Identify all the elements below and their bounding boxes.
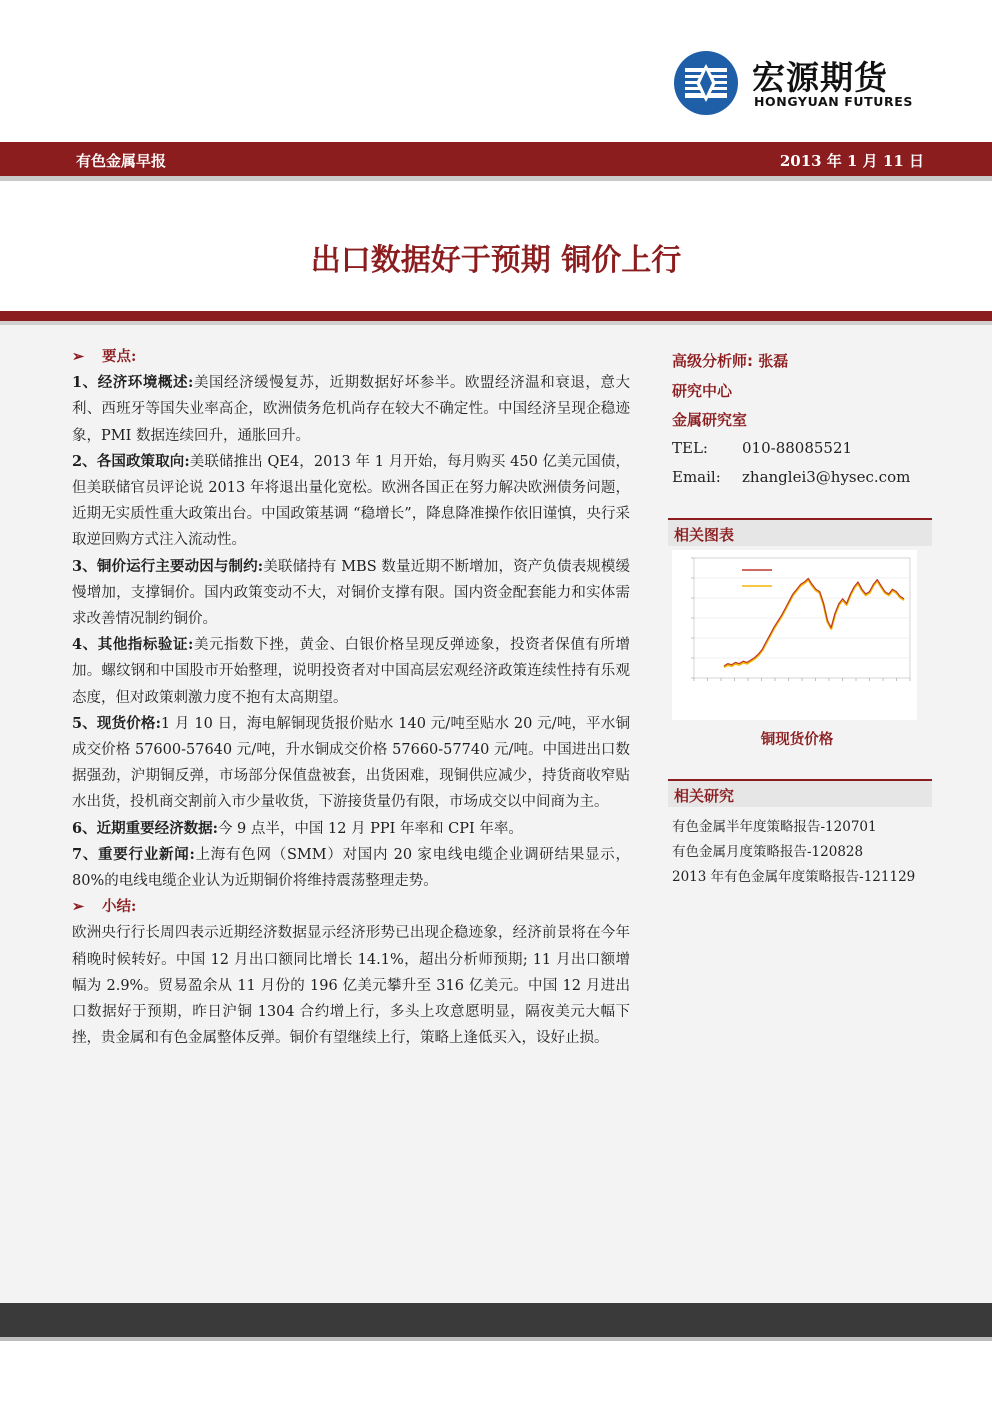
logo-english-name: HONGYUAN FUTURES [754, 94, 913, 109]
key-point-text: 美国经济缓慢复苏，近期数据好坏参半。欧盟经济温和衰退，意大利、西班牙等国失业率高企，欧洲债务危机尚存在较大不确定性。中国经济呈现企稳迹象，PMI 数据连续回升，通胀回升。 [72, 375, 630, 444]
key-point-text: 今 9 点半，中国 12 月 PPI 年率和 CPI 年率。 [217, 820, 523, 837]
company-logo [672, 50, 922, 116]
key-point-text: 美联储持有 MBS 数量近期不断增加，资产负债表规模缓慢增加，支撑铜价。国内政策变动不大，对铜价支撑有限。国内资金配套能力和实体需求改善情况制约铜价。 [72, 558, 630, 628]
tel-row [672, 439, 853, 457]
related-research-title: 相关研究 [674, 787, 735, 805]
related-charts-title: 相关图表 [674, 526, 735, 544]
analyst-name: 高级分析师: 张磊 [672, 352, 789, 370]
key-point-item [72, 632, 630, 711]
chart-background [672, 550, 917, 720]
research-item: 有色金属半年度策略报告-120701 [672, 819, 877, 835]
key-point-label: 4、其他指标验证: [72, 636, 194, 654]
report-date: 2013 年 1 月 11 日 [779, 152, 924, 170]
key-point-text: 美联储推出 QE4，2013 年 1 月开始，每月购买 450 亿美元国债，但美联储官员评论说 2013 年将退出量化宽松。欧洲各国正在努力解决欧洲债务问题，近期无实质性重大政策出台。中国政策基调 “稳增长”，降息降准操作依旧谨慎，央行采取逆回购方式注入流动性。 [72, 453, 630, 549]
chart-caption: 铜现货价格 [760, 732, 834, 748]
footer-bar [0, 1303, 992, 1337]
research-center: 研究中心 [672, 382, 733, 400]
arrow-bullet-icon: ➢ [72, 898, 85, 916]
email-label: Email: [672, 468, 721, 486]
report-category: 有色金属早报 [76, 152, 167, 170]
key-point-item [72, 370, 630, 449]
key-point-label: 7、重要行业新闻: [72, 845, 195, 863]
title-rule-shadow [0, 321, 992, 325]
key-point-label: 3、铜价运行主要动因与制约: [72, 557, 264, 575]
tel-value: 010-88085521 [742, 439, 853, 457]
tel-label: TEL: [672, 439, 708, 457]
logo-chinese-name: 宏源期货 [752, 58, 888, 97]
key-point-label: 1、经济环境概述: [72, 374, 194, 392]
key-point-item [72, 816, 630, 842]
key-point-item [72, 449, 630, 554]
header-band [0, 142, 992, 176]
hongyuan-logo-mark-icon [672, 50, 740, 116]
research-item: 2013 年有色金属年度策略报告-121129 [672, 869, 916, 885]
key-points-heading: ➢ 要点: [72, 344, 630, 370]
research-item: 有色金属月度策略报告-120828 [672, 844, 864, 860]
related-research-header [668, 779, 932, 807]
key-point-label: 5、现货价格: [72, 714, 161, 732]
key-point-item [72, 554, 630, 633]
metals-research-office: 金属研究室 [672, 411, 748, 429]
key-point-item [72, 711, 630, 816]
key-point-label: 2、各国政策取向: [72, 452, 190, 470]
copper-price-chart [672, 550, 917, 720]
key-point-text: 1 月 10 日，海电解铜现货报价贴水 140 元/吨至贴水 20 元/吨，平水铜成交价格 57600-57640 元/吨，升水铜成交价格 57660-57740 元/吨。中国进出口数据强劲，沪期铜反弹，市场部分保值盘被套，出货困难，现铜供应减少，持货商收窄贴水出货，投机商交割前入市少量收货，下游接货量仍有限，市场成交以中间商为主。 [72, 715, 630, 811]
email-row [672, 468, 911, 486]
report-title: 出口数据好于预期 铜价上行 [310, 243, 682, 278]
main-content [72, 344, 630, 1051]
key-point-text: 美元指数下挫，黄金、白银价格呈现反弹迹象，投资者保值有所增加。螺纹钢和中国股市开始整理，说明投资者对中国高层宏观经济政策连续性持有乐观态度，但对政策刺激力度不抱有太高期望。 [72, 637, 630, 706]
summary-text: 欧洲央行行长周四表示近期经济数据显示经济形势已出现企稳迹象，经济前景将在今年稍晚时候转好。中国 12 月出口额同比增长 14.1%，超出分析师预期; 11 月出口额增幅为 2.9%。贸易盈余从 11 月份的 196 亿美元攀升至 316 亿美元。中国 12 月进出口数据好于预期，昨日沪铜 1304 合约增上行，多头上攻意愿明显，隔夜美元大幅下挫，贵金属和有色金属整体反弹。铜价有望继续上行，策略上逢低买入，设好止损。 [72, 925, 630, 1047]
arrow-bullet-icon: ➢ [72, 348, 85, 365]
summary-heading: ➢ 小结: [72, 894, 630, 920]
footer-shadow [0, 1337, 992, 1341]
key-point-item [72, 842, 630, 894]
related-charts-header [668, 518, 932, 546]
title-rule [0, 311, 992, 321]
key-point-label: 6、近期重要经济数据: [72, 819, 218, 837]
email-value: zhanglei3@hysec.com [742, 468, 911, 486]
key-point-text: 上海有色网（SMM）对国内 20 家电线电缆企业调研结果显示，80%的电线电缆企业认为近期铜价将维持震荡整理走势。 [72, 846, 630, 890]
